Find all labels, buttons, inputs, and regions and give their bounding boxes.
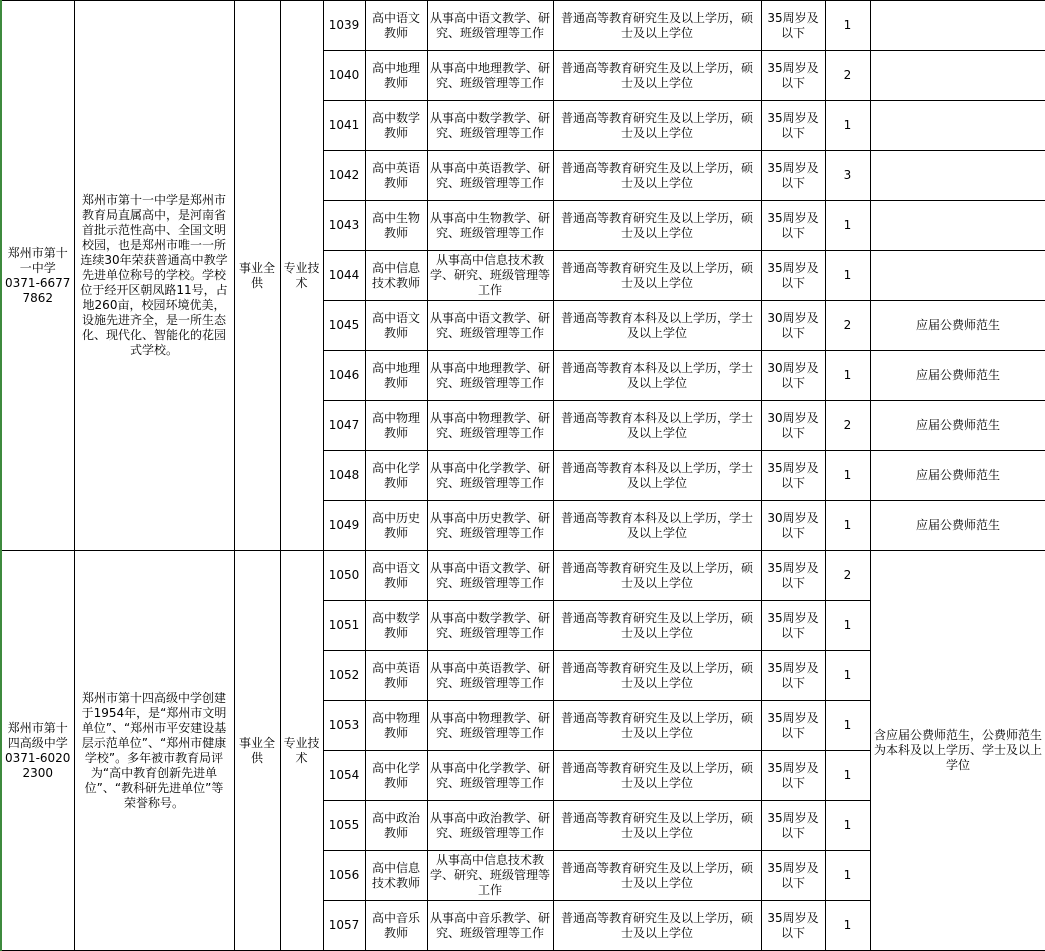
school-phone: 0371-66777862 xyxy=(5,275,71,305)
position-duty: 从事高中化学教学、研究、班级管理等工作 xyxy=(427,751,553,801)
position-code: 1056 xyxy=(323,851,365,901)
position-duty: 从事高中语文教学、研究、班级管理等工作 xyxy=(427,301,553,351)
recruit-count: 1 xyxy=(825,801,870,851)
recruit-count: 1 xyxy=(825,651,870,701)
age-requirement: 35周岁及以下 xyxy=(761,201,825,251)
position-code: 1044 xyxy=(323,251,365,301)
age-requirement: 35周岁及以下 xyxy=(761,51,825,101)
remark: 应届公费师范生 xyxy=(870,501,1045,551)
position-code: 1048 xyxy=(323,451,365,501)
position-duty: 从事高中化学教学、研究、班级管理等工作 xyxy=(427,451,553,501)
position-duty: 从事高中音乐教学、研究、班级管理等工作 xyxy=(427,901,553,951)
education-requirement: 普通高等教育本科及以上学历，学士及以上学位 xyxy=(553,501,761,551)
recruit-count: 2 xyxy=(825,401,870,451)
position-duty: 从事高中数学教学、研究、班级管理等工作 xyxy=(427,101,553,151)
position-duty: 从事高中数学教学、研究、班级管理等工作 xyxy=(427,601,553,651)
recruit-count: 1 xyxy=(825,1,870,51)
funding-type: 事业全供 xyxy=(234,551,280,951)
position-title: 高中音乐教师 xyxy=(365,901,427,951)
position-code: 1042 xyxy=(323,151,365,201)
age-requirement: 35周岁及以下 xyxy=(761,451,825,501)
position-title: 高中数学教师 xyxy=(365,101,427,151)
education-requirement: 普通高等教育研究生及以上学历，硕士及以上学位 xyxy=(553,601,761,651)
position-code: 1052 xyxy=(323,651,365,701)
position-title: 高中语文教师 xyxy=(365,301,427,351)
education-requirement: 普通高等教育研究生及以上学历，硕士及以上学位 xyxy=(553,51,761,101)
position-code: 1055 xyxy=(323,801,365,851)
position-title: 高中化学教师 xyxy=(365,451,427,501)
position-duty: 从事高中生物教学、研究、班级管理等工作 xyxy=(427,201,553,251)
school-name: 郑州市第十四高级中学 xyxy=(7,720,68,750)
school-description: 郑州市第十四高级中学创建于1954年，是“郑州市文明单位”、“郑州市平安建设基层示范单位”、“郑州市健康学校”。多年被市教育局评为“高中教育创新先进单位”、“教科研先进单位”等荣誉称号。 xyxy=(74,551,234,951)
age-requirement: 35周岁及以下 xyxy=(761,151,825,201)
recruit-count: 1 xyxy=(825,751,870,801)
education-requirement: 普通高等教育研究生及以上学历，硕士及以上学位 xyxy=(553,901,761,951)
recruit-count: 1 xyxy=(825,451,870,501)
table-body xyxy=(1,1,1045,951)
age-requirement: 35周岁及以下 xyxy=(761,751,825,801)
position-code: 1040 xyxy=(323,51,365,101)
funding-type: 事业全供 xyxy=(234,1,280,551)
remark xyxy=(870,51,1045,101)
position-code: 1043 xyxy=(323,201,365,251)
position-title: 高中地理教师 xyxy=(365,51,427,101)
age-requirement: 35周岁及以下 xyxy=(761,701,825,751)
recruit-count: 1 xyxy=(825,201,870,251)
position-code: 1054 xyxy=(323,751,365,801)
education-requirement: 普通高等教育研究生及以上学历，硕士及以上学位 xyxy=(553,651,761,701)
position-title: 高中信息技术教师 xyxy=(365,851,427,901)
position-code: 1047 xyxy=(323,401,365,451)
position-code: 1041 xyxy=(323,101,365,151)
recruit-count: 1 xyxy=(825,501,870,551)
position-duty: 从事高中地理教学、研究、班级管理等工作 xyxy=(427,351,553,401)
remark: 应届公费师范生 xyxy=(870,301,1045,351)
education-requirement: 普通高等教育本科及以上学历，学士及以上学位 xyxy=(553,401,761,451)
education-requirement: 普通高等教育研究生及以上学历，硕士及以上学位 xyxy=(553,151,761,201)
age-requirement: 35周岁及以下 xyxy=(761,551,825,601)
position-category: 专业技术 xyxy=(280,1,323,551)
education-requirement: 普通高等教育研究生及以上学历，硕士及以上学位 xyxy=(553,751,761,801)
education-requirement: 普通高等教育研究生及以上学历，硕士及以上学位 xyxy=(553,251,761,301)
recruit-count: 2 xyxy=(825,551,870,601)
position-duty: 从事高中信息技术教学、研究、班级管理等工作 xyxy=(427,251,553,301)
position-title: 高中信息技术教师 xyxy=(365,251,427,301)
remark: 应届公费师范生 xyxy=(870,351,1045,401)
position-duty: 从事高中英语教学、研究、班级管理等工作 xyxy=(427,151,553,201)
table-row xyxy=(1,551,1045,601)
position-duty: 从事高中物理教学、研究、班级管理等工作 xyxy=(427,401,553,451)
recruit-count: 1 xyxy=(825,101,870,151)
position-code: 1057 xyxy=(323,901,365,951)
education-requirement: 普通高等教育本科及以上学历，学士及以上学位 xyxy=(553,451,761,501)
age-requirement: 35周岁及以下 xyxy=(761,1,825,51)
education-requirement: 普通高等教育研究生及以上学历，硕士及以上学位 xyxy=(553,851,761,901)
age-requirement: 35周岁及以下 xyxy=(761,101,825,151)
recruit-count: 1 xyxy=(825,601,870,651)
position-title: 高中历史教师 xyxy=(365,501,427,551)
education-requirement: 普通高等教育研究生及以上学历，硕士及以上学位 xyxy=(553,701,761,751)
position-title: 高中物理教师 xyxy=(365,701,427,751)
age-requirement: 30周岁及以下 xyxy=(761,501,825,551)
remark xyxy=(870,151,1045,201)
recruit-count: 1 xyxy=(825,901,870,951)
recruit-count: 1 xyxy=(825,701,870,751)
education-requirement: 普通高等教育研究生及以上学历，硕士及以上学位 xyxy=(553,101,761,151)
position-title: 高中语文教师 xyxy=(365,1,427,51)
position-code: 1046 xyxy=(323,351,365,401)
age-requirement: 35周岁及以下 xyxy=(761,601,825,651)
recruit-count: 1 xyxy=(825,351,870,401)
position-code: 1051 xyxy=(323,601,365,651)
age-requirement: 35周岁及以下 xyxy=(761,251,825,301)
position-code: 1049 xyxy=(323,501,365,551)
position-duty: 从事高中历史教学、研究、班级管理等工作 xyxy=(427,501,553,551)
school-name-cell xyxy=(1,551,74,951)
age-requirement: 35周岁及以下 xyxy=(761,801,825,851)
position-code: 1050 xyxy=(323,551,365,601)
age-requirement: 30周岁及以下 xyxy=(761,401,825,451)
remark: 应届公费师范生 xyxy=(870,451,1045,501)
recruit-count: 1 xyxy=(825,251,870,301)
position-title: 高中语文教师 xyxy=(365,551,427,601)
age-requirement: 30周岁及以下 xyxy=(761,351,825,401)
position-code: 1045 xyxy=(323,301,365,351)
position-duty: 从事高中英语教学、研究、班级管理等工作 xyxy=(427,651,553,701)
position-duty: 从事高中语文教学、研究、班级管理等工作 xyxy=(427,551,553,601)
position-duty: 从事高中地理教学、研究、班级管理等工作 xyxy=(427,51,553,101)
position-duty: 从事高中信息技术教学、研究、班级管理等工作 xyxy=(427,851,553,901)
position-title: 高中物理教师 xyxy=(365,401,427,451)
position-code: 1053 xyxy=(323,701,365,751)
age-requirement: 35周岁及以下 xyxy=(761,651,825,701)
position-title: 高中政治教师 xyxy=(365,801,427,851)
recruit-count: 2 xyxy=(825,51,870,101)
position-title: 高中数学教师 xyxy=(365,601,427,651)
recruit-count: 2 xyxy=(825,301,870,351)
position-title: 高中化学教师 xyxy=(365,751,427,801)
remark: 含应届公费师范生，公费师范生为本科及以上学历、学士及以上学位 xyxy=(870,551,1045,951)
position-duty: 从事高中物理教学、研究、班级管理等工作 xyxy=(427,701,553,751)
recruit-count: 3 xyxy=(825,151,870,201)
position-duty: 从事高中语文教学、研究、班级管理等工作 xyxy=(427,1,553,51)
position-title: 高中地理教师 xyxy=(365,351,427,401)
age-requirement: 35周岁及以下 xyxy=(761,851,825,901)
remark xyxy=(870,251,1045,301)
school-description: 郑州市第十一中学是郑州市教育局直属高中，是河南省首批示范性高中、全国文明校园，也是郑州市唯一一所连续30年荣获普通高中教学先进单位称号的学校。学校位于经开区朝凤路11号，占地260亩，校园环境优美，设施先进齐全，是一所生态化、现代化、智能化的花园式学校。 xyxy=(74,1,234,551)
table-row xyxy=(1,1,1045,51)
position-code: 1039 xyxy=(323,1,365,51)
remark xyxy=(870,101,1045,151)
position-category: 专业技术 xyxy=(280,551,323,951)
age-requirement: 35周岁及以下 xyxy=(761,901,825,951)
remark xyxy=(870,201,1045,251)
education-requirement: 普通高等教育本科及以上学历，学士及以上学位 xyxy=(553,301,761,351)
recruit-count: 1 xyxy=(825,851,870,901)
remark xyxy=(870,1,1045,51)
school-phone: 0371-60202300 xyxy=(5,750,71,780)
school-name: 郑州市第十一中学 xyxy=(7,245,68,275)
school-name-cell xyxy=(1,1,74,551)
position-title: 高中生物教师 xyxy=(365,201,427,251)
age-requirement: 30周岁及以下 xyxy=(761,301,825,351)
education-requirement: 普通高等教育本科及以上学历，学士及以上学位 xyxy=(553,351,761,401)
education-requirement: 普通高等教育研究生及以上学历，硕士及以上学位 xyxy=(553,801,761,851)
position-title: 高中英语教师 xyxy=(365,151,427,201)
education-requirement: 普通高等教育研究生及以上学历，硕士及以上学位 xyxy=(553,201,761,251)
position-duty: 从事高中政治教学、研究、班级管理等工作 xyxy=(427,801,553,851)
education-requirement: 普通高等教育研究生及以上学历，硕士及以上学位 xyxy=(553,551,761,601)
position-title: 高中英语教师 xyxy=(365,651,427,701)
education-requirement: 普通高等教育研究生及以上学历，硕士及以上学位 xyxy=(553,1,761,51)
remark: 应届公费师范生 xyxy=(870,401,1045,451)
